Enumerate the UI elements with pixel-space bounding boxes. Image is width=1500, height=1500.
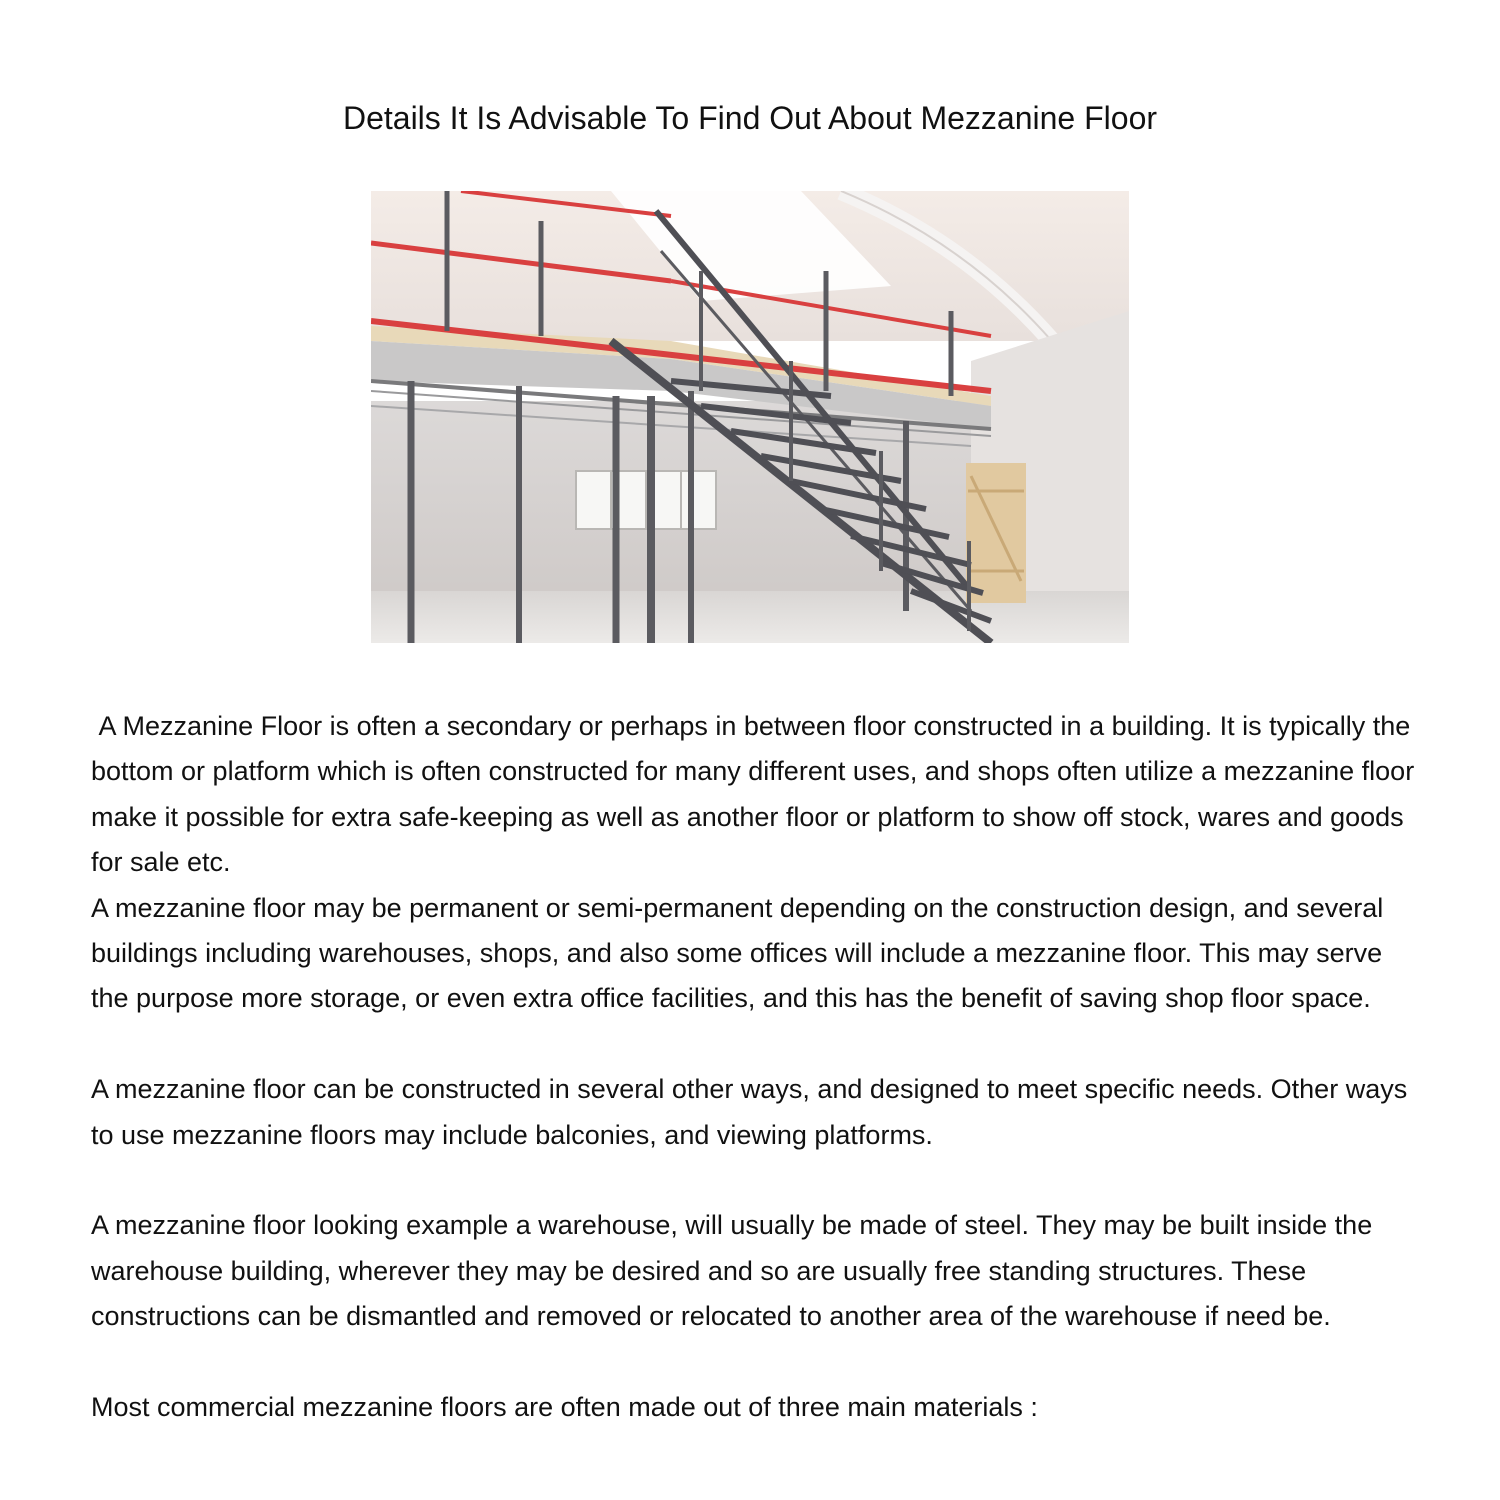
paragraph-3: A mezzanine floor can be constructed in several other ways, and designed to meet specific needs. Other ways to use mezzanine floors may include balconies, and viewing platforms. (91, 1074, 1415, 1150)
paragraph-5: Most commercial mezzanine floors are often made out of three main materials : (91, 1392, 1038, 1423)
paragraph-4: A mezzanine floor looking example a warehouse, will usually be made of steel. They may be built inside the warehouse building, wherever they may be desired and so are usually free standing structures. These constructions can be dismantled and removed or relocated to another area of the warehouse if need be. (91, 1210, 1380, 1332)
document-body (91, 704, 1421, 1430)
paragraph-1: A Mezzanine Floor is often a secondary or perhaps in between floor constructed in a building. It is typically the bottom or platform which is often constructed for many different uses, and shops often utilize a mezzanine floor make it possible for extra safe-keeping as well as another floor or platform to show off stock, wares and goods for sale etc. (91, 711, 1422, 878)
paragraph-2: A mezzanine floor may be permanent or semi-permanent depending on the construction design, and several buildings including warehouses, shops, and also some offices will include a mezzanine floor. This may serve the purpose more storage, or even extra office facilities, and this has the benefit of saving shop floor space. (91, 892, 1391, 1014)
paragraph-spacer (91, 1340, 1421, 1385)
paragraph-spacer (91, 1158, 1421, 1203)
paragraph-spacer (91, 1022, 1421, 1067)
document-title: Details It Is Advisable To Find Out About Mezzanine Floor (342, 100, 1158, 136)
mezzanine-photo (371, 191, 1129, 643)
